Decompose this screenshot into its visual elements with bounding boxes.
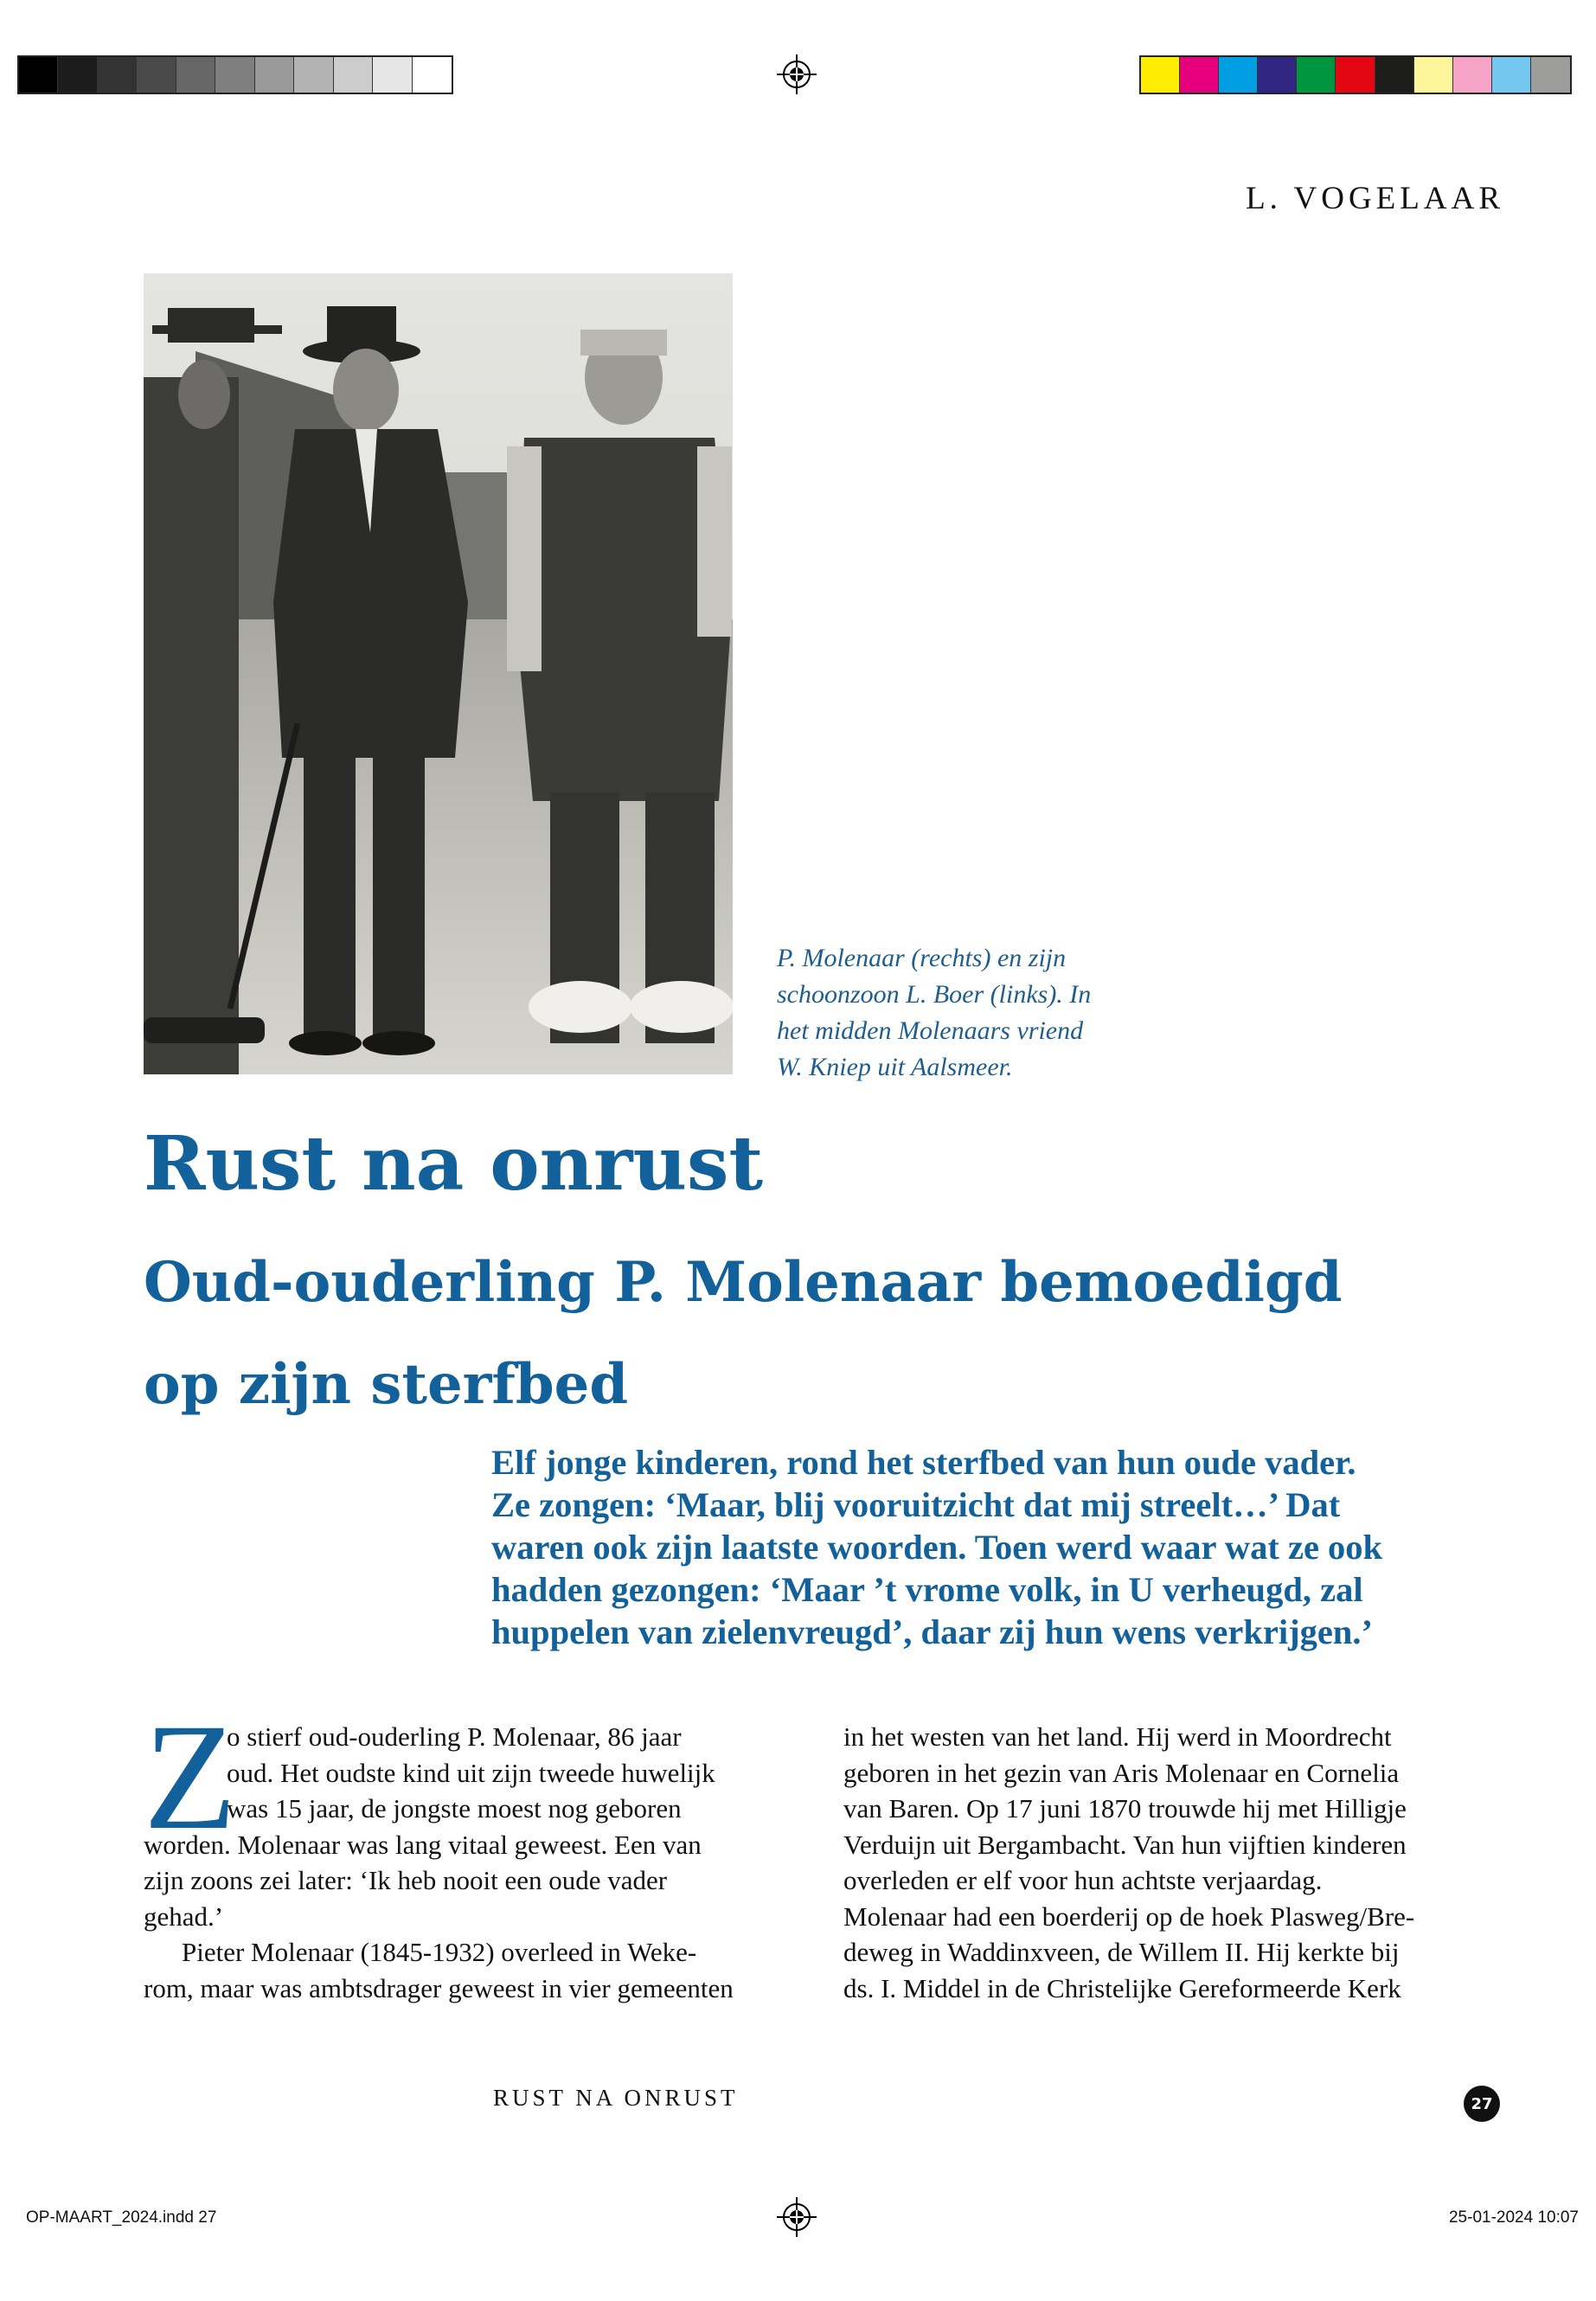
body-column-left	[144, 1719, 801, 2006]
color-swatch	[1492, 57, 1531, 93]
grey-swatch	[413, 57, 452, 93]
body-column-right	[843, 1719, 1501, 2006]
body-line: o stierf oud-ouderling P. Molenaar, 86 jaar	[227, 1721, 682, 1752]
color-swatch	[1180, 57, 1219, 93]
article-subtitle	[144, 1232, 1342, 1436]
body-line: was 15 jaar, de jongste moest nog geboren	[227, 1793, 682, 1823]
caption-line: het midden Molenaars vriend	[777, 1016, 1084, 1045]
body-line: worden. Molenaar was lang vitaal geweest. Een van	[144, 1829, 702, 1860]
grey-calibration-bar	[17, 55, 453, 94]
grey-swatch	[373, 57, 412, 93]
grey-swatch	[255, 57, 294, 93]
drop-cap: Z	[144, 1693, 237, 1862]
body-line: gehad.’	[144, 1900, 224, 1932]
color-calibration-bar	[1139, 55, 1572, 94]
article-title: Rust na onrust	[144, 1120, 764, 1208]
caption-line: schoonzoon L. Boer (links). In	[777, 980, 1092, 1009]
body-line: Molenaar had een boerderij op de hoek Plasweg/Bre-	[843, 1900, 1415, 1932]
body-line: Verduijn uit Bergambacht. Van hun vijftien kinderen	[843, 1829, 1407, 1860]
color-swatch	[1219, 57, 1258, 93]
body-line: ds. I. Middel in de Christelijke Gereformeerde Kerk	[843, 1972, 1401, 2003]
color-swatch	[1336, 57, 1375, 93]
grey-swatch	[176, 57, 215, 93]
color-swatch	[1297, 57, 1336, 93]
author-name: L. VOGELAAR	[1246, 181, 1504, 216]
body-line: deweg in Waddinxveen, de Willem II. Hij kerkte bij	[843, 1937, 1400, 1967]
historic-photo	[144, 273, 733, 1074]
intro-line: waren ook zijn laatste woorden. Toen werd waar wat ze ook	[491, 1528, 1383, 1567]
body-line: geboren in het gezin van Aris Molenaar en Cornelia	[843, 1757, 1400, 1788]
body-line: rom, maar was ambtsdrager geweest in vier gemeenten	[144, 1972, 734, 2003]
body-line: overleden er elf voor hun achtste verjaardag.	[843, 1865, 1323, 1895]
grey-swatch	[137, 57, 176, 93]
body-line: zijn zoons zei later: ‘Ik heb nooit een oude vader	[144, 1865, 668, 1895]
subtitle-line: Oud-ouderling P. Molenaar bemoedigd	[144, 1250, 1343, 1315]
color-swatch	[1531, 57, 1570, 93]
body-line: in het westen van het land. Hij werd in Moordrecht	[843, 1721, 1392, 1752]
caption-line: W. Kniep uit Aalsmeer.	[777, 1053, 1013, 1081]
grey-swatch	[98, 57, 137, 93]
slug-date-time: 25-01-2024 10:07	[1448, 2208, 1579, 2227]
page-number-badge: 27	[1464, 2086, 1500, 2122]
color-swatch	[1141, 57, 1180, 93]
color-swatch	[1414, 57, 1453, 93]
slug-file-info: OP-MAART_2024.indd 27	[26, 2208, 217, 2227]
grey-swatch	[19, 57, 58, 93]
running-footer-title: RUST NA ONRUST	[493, 2085, 739, 2111]
color-swatch	[1375, 57, 1414, 93]
grey-swatch	[58, 57, 97, 93]
grey-swatch	[215, 57, 254, 93]
intro-line: Elf jonge kinderen, rond het sterfbed van hun oude vader.	[491, 1443, 1356, 1482]
body-line: oud. Het oudste kind uit zijn tweede huwelijk	[227, 1757, 715, 1788]
body-line: van Baren. Op 17 juni 1870 trouwde hij met Hilligje	[843, 1793, 1407, 1823]
color-swatch	[1258, 57, 1297, 93]
photo-caption	[777, 940, 1157, 1086]
three-men-photo-illustration	[144, 273, 733, 1074]
intro-line: Ze zongen: ‘Maar, blij vooruitzicht dat mij streelt…’ Dat	[491, 1485, 1341, 1524]
registration-mark-icon	[777, 54, 817, 94]
caption-line: P. Molenaar (rechts) en zijn	[777, 944, 1067, 972]
subtitle-line: op zijn sterfbed	[144, 1352, 629, 1417]
intro-line: hadden gezongen: ‘Maar ’t vrome volk, in U verheugd, zal	[491, 1570, 1363, 1609]
intro-line: huppelen van zielenvreugd’, daar zij hun wens verkrijgen.’	[491, 1612, 1373, 1651]
grey-swatch	[294, 57, 333, 93]
body-line: Pieter Molenaar (1845-1932) overleed in Weke-	[182, 1937, 697, 1967]
article-intro	[491, 1441, 1529, 1653]
color-swatch	[1453, 57, 1492, 93]
grey-swatch	[334, 57, 373, 93]
registration-mark-icon	[777, 2197, 817, 2237]
